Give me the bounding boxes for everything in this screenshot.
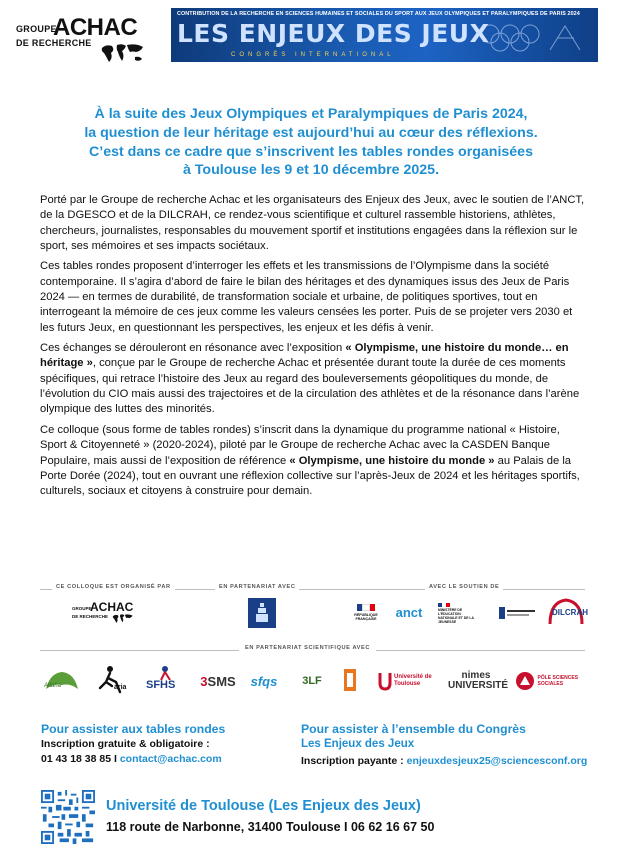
pole-sciences-sociales-logo: [514, 668, 586, 694]
congress-banner: [171, 8, 598, 62]
logo-groupe-text: GROUPE: [16, 24, 57, 34]
paragraph-3-a: Ces échanges se dérouleront en résonance avec l’exposition: [40, 342, 346, 355]
scientific-partnership-label: EN PARTENARIAT SCIENTIFIQUE AVEC: [239, 645, 376, 651]
partnership-label: EN PARTENARIAT AVEC: [215, 584, 299, 590]
paragraph-4: [40, 423, 585, 500]
nimes-logo: [448, 668, 509, 694]
congres-title: Pour assister à l’ensemble du Congrès: [301, 722, 526, 736]
partner-logo-groupe: GROUPE: [72, 606, 92, 611]
sfqs-text: sfqs: [250, 673, 278, 689]
paragraph-3-exhibition: « Olympisme, une histoire du monde… en héritage »: [40, 342, 569, 370]
pole-emblem-icon: [515, 671, 535, 691]
support-label: AVEC LE SOUTIEN DE: [425, 584, 503, 590]
3lf-text: 3LF: [302, 675, 322, 687]
logo-recherche-text: DE RECHERCHE: [16, 38, 92, 48]
republique-francaise-logo: [352, 600, 380, 624]
aitaha-logo: [40, 668, 84, 694]
contact-email-link[interactable]: contact@achac.com: [119, 753, 222, 765]
sfhs-logo: [142, 664, 188, 696]
torch-logo: [338, 664, 362, 696]
paragraph-4-c: au Palais de la Porte Dorée (2024), tout en ouvrant une réflexion collective sur l’après-Jeux de 2024 et les héritages sportifs, culturels, sociaux et citoyens à construire pour demain.: [40, 454, 580, 498]
3lf-logo: [294, 668, 330, 694]
nimes-text: nimes UNIVERSITÉ: [448, 670, 509, 691]
banner-title: LES ENJEUX DES JEUX: [177, 19, 490, 48]
dilcrah-text: DILCRAH: [552, 608, 588, 617]
footer-title: Université de Toulouse (Les Enjeux des Jeux): [106, 798, 421, 814]
congres-inscription: [301, 755, 587, 767]
sfqs-logo: [244, 670, 284, 692]
aitaha-text: Aitaha: [44, 683, 62, 689]
universite-toulouse-logo: [374, 668, 440, 694]
congres-inscription-label: Inscription payante :: [301, 755, 407, 767]
congres-subtitle: Les Enjeux des Jeux: [301, 738, 415, 750]
paragraph-3-c: , conçue par le Groupe de recherche Achac et présentée durant toute la durée de ces moments spécifiques, qui retrace l’histoire des Jeux au regard des bouleversements géopolitiques du monde, de l’évolution du CIO mais aussi des trajectoires et de la circulation des athlètes et de la résonance dans l’arène olympique des luttes des minorités.: [40, 357, 580, 416]
congres-email-link[interactable]: enjeuxdesjeux25@sciencesconf.org: [406, 755, 588, 767]
aria-text: aria: [114, 684, 127, 691]
runner-icon: [92, 664, 132, 696]
bank-logo: [496, 602, 540, 624]
qr-code-icon[interactable]: [41, 790, 95, 844]
tower-icon: [252, 601, 272, 625]
intro-heading: [40, 105, 582, 180]
sms-logo: [198, 670, 238, 692]
sms-letters: SMS: [207, 673, 236, 689]
paragraph-4-exhibition: « Olympisme, une histoire du monde »: [289, 454, 495, 467]
banner-subtitle: CONGRÈS INTERNATIONAL: [231, 52, 395, 58]
intro-line-3: C’est dans ce cadre que s’inscrivent les tables rondes organisées: [89, 143, 533, 160]
pole-text: PÔLE SCIENCES SOCIALES: [537, 675, 579, 687]
body-text: [40, 193, 585, 505]
tables-rondes-contact: [41, 753, 222, 765]
republique-francaise-text: RÉPUBLIQUE FRANÇAISE: [354, 612, 378, 621]
sms-text: 3SMS: [200, 673, 236, 689]
support-emblem-icon: [498, 603, 538, 623]
ministere-education-logo: [438, 600, 492, 626]
footer-address: 118 route de Narbonne, 31400 Toulouse I 06 62 16 67 50: [106, 820, 435, 834]
tables-rondes-inscription: Inscription gratuite & obligatoire :: [41, 738, 210, 750]
sfhs-text: SFHS: [146, 679, 176, 691]
intro-line-1: À la suite des Jeux Olympiques et Paralympiques de Paris 2024,: [94, 106, 528, 122]
partner-logo-recherche: DE RECHERCHE: [72, 614, 109, 619]
logo-achac-text: ACHAC: [53, 14, 138, 41]
paragraph-1: Porté par le Groupe de recherche Achac et les organisateurs des Enjeux des Jeux, avec le soutien de l’ANCT, de la DGESCO et de la DILCRAH, ce rendez-vous scientifique et culturel rassemble historiens, athlètes, chercheurs, journalistes, responsables du mouvement sportif et institutions engagées dans la réflexion sur le sport, ses mémoires et ses impacts sociétaux.: [40, 194, 585, 253]
paragraph-4-a: Ce colloque (sous forme de tables rondes) s’inscrit dans la dynamique du programme national « Histoire, Sport & Citoyenneté » (2020-2024), piloté par le Groupe de recherche Achac avec la CASDEN Banque Populaire, mais aussi de l’exposition de référence: [40, 423, 560, 467]
achac-logo-header: [16, 14, 146, 64]
torch-icon: [340, 665, 360, 695]
anct-text: anct: [395, 604, 423, 620]
intro-line-4: à Toulouse les 9 et 10 décembre 2025.: [182, 162, 440, 179]
banner-tagline: CONTRIBUTION DE LA RECHERCHE EN SCIENCES HUMAINES ET SOCIALES DU SPORT AUX JEUX OLYMPIQUES ET PARALYMPIQUES DE PARIS 2024: [177, 11, 580, 17]
world-map-small-icon: [112, 613, 134, 625]
anct-logo: [386, 600, 432, 624]
paragraph-3: [40, 341, 585, 418]
aitaha-emblem-icon: [42, 669, 82, 693]
achac-partner-logo: [72, 600, 136, 626]
decorative-sport-icon: [470, 20, 590, 56]
ministere-text: MINISTÈRE DE L’ÉDUCATION NATIONALE ET DE LA JEUNESSE: [438, 607, 474, 624]
organized-by-label: CE COLLOQUE EST ORGANISÉ PAR: [52, 584, 175, 590]
les-enjeux-des-jeux-logo: [248, 598, 276, 628]
world-map-icon: [100, 42, 146, 66]
universite-toulouse-text: Université de Toulouse: [394, 674, 432, 687]
aria-logo: [92, 664, 132, 696]
dilcrah-logo: [546, 596, 586, 628]
phone-number: 01 43 18 38 85 I: [41, 753, 120, 765]
paragraph-2: Ces tables rondes proposent d’interroger les effets et les transmissions de l’Olympisme dans la société contemporaine. Il s’agira d’abord de faire le bilan des héritages et des dynamiques issus des Jeux de Paris 2024 — en termes de durabilité, de transformation sociale et urbaine, de politiques sportives, tout en interrogeant la mémoire de ces jeux comme les valeurs censées les porter. Puis de se projeter vers 2030 et les futurs Jeux, en questionnant les perspectives, les enjeux et les défis à venir.: [40, 260, 573, 334]
university-u-icon: [378, 671, 392, 691]
partner-logo-achac: ACHAC: [90, 600, 134, 614]
tables-rondes-title: Pour assister aux tables rondes: [41, 722, 226, 736]
intro-line-2: la question de leur héritage est aujourd’hui au cœur des réflexions.: [84, 124, 538, 141]
